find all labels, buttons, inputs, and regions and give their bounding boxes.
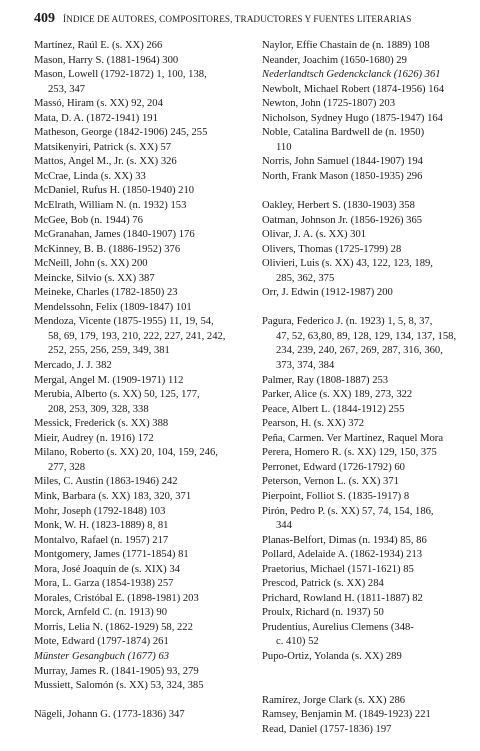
index-entry-text: Matsikenyiri, Patrick (s. XX) 57 bbox=[34, 141, 172, 153]
index-entry-continuation: 252, 255, 256, 259, 349, 381 bbox=[48, 345, 170, 357]
index-entry bbox=[262, 228, 474, 243]
index-entry-text: Münster Gesangbuch (1677) 63 bbox=[34, 650, 170, 662]
index-entry bbox=[262, 606, 474, 621]
index-entry bbox=[34, 708, 256, 723]
index-entry-text: Neander, Joachim (1650-1680) 29 bbox=[262, 54, 407, 66]
index-entry bbox=[262, 243, 474, 258]
index-entry bbox=[34, 214, 256, 229]
index-entry-text: North, Frank Mason (1850-1935) 296 bbox=[262, 170, 423, 182]
index-entry-text: Morales, Cristóbal E. (1898-1981) 203 bbox=[34, 592, 199, 604]
index-entry-text: Mattos, Angel M., Jr. (s. XX) 326 bbox=[34, 156, 177, 168]
index-entry-text: Murray, James R. (1841-1905) 93, 279 bbox=[34, 665, 199, 677]
index-entry bbox=[34, 621, 256, 636]
index-entry bbox=[34, 446, 256, 475]
index-entry bbox=[262, 505, 474, 534]
index-entry-text: Martínez, Raúl E. (s. XX) 266 bbox=[34, 40, 163, 51]
index-entry bbox=[262, 97, 474, 112]
index-entry bbox=[34, 286, 256, 301]
index-entry-text: Prudentius, Aurelius Clemens (348- bbox=[262, 621, 414, 633]
index-entry bbox=[262, 723, 474, 738]
index-column-left bbox=[34, 39, 256, 723]
index-entry bbox=[34, 199, 256, 214]
index-entry bbox=[262, 446, 474, 461]
index-entry-continuation: 373, 374, 384 bbox=[276, 360, 335, 372]
index-entry bbox=[34, 548, 256, 563]
index-entry bbox=[262, 417, 474, 432]
index-letter-gap bbox=[34, 694, 256, 709]
index-entry-text: Peace, Albert L. (1844-1912) 255 bbox=[262, 403, 405, 415]
index-entry-text: Read, Daniel (1757-1836) 197 bbox=[262, 723, 392, 735]
index-entry bbox=[34, 170, 256, 185]
index-letter-gap bbox=[262, 679, 474, 694]
index-entry-text: McGranahan, James (1840-1907) 176 bbox=[34, 229, 195, 241]
index-entry bbox=[34, 272, 256, 287]
index-entry-text: McGee, Bob (n. 1944) 76 bbox=[34, 214, 143, 226]
index-entry bbox=[34, 650, 256, 665]
index-entry-text: Ramírez, Jorge Clark (s. XX) 286 bbox=[262, 694, 406, 706]
index-entry-continuation: 285, 362, 375 bbox=[276, 272, 335, 284]
index-entry-text: Mason, Lowell (1792-1872) 1, 100, 138, bbox=[34, 69, 207, 81]
index-entry bbox=[34, 417, 256, 432]
index-entry bbox=[34, 374, 256, 389]
index-entry-text: Prichard, Rowland H. (1811-1887) 82 bbox=[262, 592, 423, 604]
index-entry-text: Mussiett, Salomón (s. XX) 53, 324, 385 bbox=[34, 680, 204, 692]
index-entry bbox=[262, 708, 474, 723]
index-entry bbox=[34, 257, 256, 272]
index-entry bbox=[34, 534, 256, 549]
index-entry-text: Parker, Alice (s. XX) 189, 273, 322 bbox=[262, 389, 413, 401]
index-entry bbox=[262, 112, 474, 127]
index-entry bbox=[34, 505, 256, 520]
index-entry-text: Mendelssohn, Felix (1809-1847) 101 bbox=[34, 301, 192, 313]
index-entry-text: Mote, Edward (1797-1874) 261 bbox=[34, 636, 169, 648]
index-entry-text: Mink, Barbara (s. XX) 183, 320, 371 bbox=[34, 490, 192, 502]
index-entry bbox=[262, 490, 474, 505]
index-entry-text: Milano, Roberto (s. XX) 20, 104, 159, 246, bbox=[34, 447, 218, 459]
index-entry-text: Pierpoint, Folliot S. (1835-1917) 8 bbox=[262, 490, 410, 502]
index-entry-text: Ramsey, Benjamin M. (1849-1923) 221 bbox=[262, 709, 431, 721]
index-entry bbox=[262, 475, 474, 490]
index-entry-text: Messick, Frederick (s. XX) 388 bbox=[34, 418, 169, 430]
index-entry bbox=[262, 199, 474, 214]
index-entry-text: Montgomery, James (1771-1854) 81 bbox=[34, 549, 189, 561]
index-entry bbox=[262, 68, 474, 83]
index-entry-continuation: 344 bbox=[276, 520, 292, 532]
index-entry-text: Oatman, Johnson Jr. (1856-1926) 365 bbox=[262, 214, 423, 226]
index-entry bbox=[262, 534, 474, 549]
index-entry bbox=[34, 243, 256, 258]
index-entry-text: Morris, Lelia N. (1862-1929) 58, 222 bbox=[34, 621, 193, 633]
index-entry bbox=[34, 577, 256, 592]
index-entry bbox=[34, 432, 256, 447]
index-entry-text: Morck, Arnfeld C. (n. 1913) 90 bbox=[34, 607, 167, 619]
index-letter-gap bbox=[262, 665, 474, 680]
index-entry-text: McCrae, Linda (s. XX) 33 bbox=[34, 170, 146, 182]
index-entry bbox=[34, 301, 256, 316]
index-entry bbox=[34, 519, 256, 534]
index-entry bbox=[262, 155, 474, 170]
index-entry-text: Newbolt, Michael Robert (1874-1956) 164 bbox=[262, 83, 445, 95]
index-entry bbox=[262, 548, 474, 563]
index-entry-continuation: 234, 239, 240, 267, 269, 287, 316, 360, bbox=[276, 345, 443, 357]
index-entry bbox=[34, 388, 256, 417]
index-entry bbox=[34, 563, 256, 578]
index-entry bbox=[262, 214, 474, 229]
index-entry-text: Olivers, Thomas (1725-1799) 28 bbox=[262, 243, 402, 255]
index-entry-text: Planas-Belfort, Dimas (n. 1934) 85, 86 bbox=[262, 534, 427, 546]
index-entry bbox=[262, 374, 474, 389]
index-entry bbox=[262, 315, 474, 373]
index-entry-text: Pupo-Ortiz, Yolanda (s. XX) 289 bbox=[262, 650, 402, 662]
index-entry-text: Pollard, Adelaide A. (1862-1934) 213 bbox=[262, 549, 423, 561]
index-entry bbox=[262, 83, 474, 98]
index-entry-continuation: 253, 347 bbox=[48, 83, 86, 95]
index-entry-continuation: 58, 69, 179, 193, 210, 222, 227, 241, 242, bbox=[48, 330, 226, 342]
index-entry-text: Olivieri, Luis (s. XX) 43, 122, 123, 189, bbox=[262, 258, 433, 270]
index-entry bbox=[34, 592, 256, 607]
index-entry-text: Nicholson, Sydney Hugo (1875-1947) 164 bbox=[262, 112, 443, 124]
index-entry bbox=[262, 39, 474, 54]
index-entry-text: Mendoza, Vicente (1875-1955) 11, 19, 54, bbox=[34, 316, 214, 328]
index-letter-gap bbox=[262, 184, 474, 199]
index-entry-text: Matheson, George (1842-1906) 245, 255 bbox=[34, 127, 208, 139]
index-entry-text: Norris, John Samuel (1844-1907) 194 bbox=[262, 156, 423, 168]
index-entry-text: Miles, C. Austin (1863-1946) 242 bbox=[34, 476, 178, 488]
index-entry bbox=[34, 97, 256, 112]
index-entry-text: Meineke, Charles (1782-1850) 23 bbox=[34, 287, 178, 299]
index-entry-text: Mora, L. Garza (1854-1938) 257 bbox=[34, 578, 174, 590]
index-entry bbox=[34, 155, 256, 170]
page-number: 409 bbox=[34, 11, 55, 26]
index-entry-continuation: c. 410) 52 bbox=[276, 636, 319, 648]
index-entry bbox=[34, 665, 256, 680]
index-entry-text: McNeill, John (s. XX) 200 bbox=[34, 258, 148, 270]
index-entry bbox=[262, 286, 474, 301]
index-entry bbox=[34, 490, 256, 505]
index-entry bbox=[262, 592, 474, 607]
index-entry-text: Oakley, Herbert S. (1830-1903) 358 bbox=[262, 200, 415, 212]
index-entry-text: Massó, Hiram (s. XX) 92, 204 bbox=[34, 98, 163, 110]
index-entry bbox=[34, 359, 256, 374]
index-entry-text: Praetorius, Michael (1571-1621) 85 bbox=[262, 563, 414, 575]
index-entry bbox=[34, 141, 256, 156]
index-entry bbox=[262, 461, 474, 476]
index-entry bbox=[262, 170, 474, 185]
index-entry bbox=[262, 126, 474, 155]
index-entry-continuation: 208, 253, 309, 328, 338 bbox=[48, 403, 149, 415]
index-entry-text: Newton, John (1725-1807) 203 bbox=[262, 98, 395, 110]
index-entry-continuation: 110 bbox=[276, 141, 292, 153]
running-header bbox=[34, 10, 470, 27]
index-entry-text: Pagura, Federico J. (n. 1923) 1, 5, 8, 37, bbox=[262, 316, 433, 328]
index-entry bbox=[34, 228, 256, 243]
index-entry bbox=[262, 563, 474, 578]
index-entry bbox=[262, 257, 474, 286]
index-entry-text: McElrath, William N. (n. 1932) 153 bbox=[34, 200, 187, 212]
index-entry-text: Olivar, J. A. (s. XX) 301 bbox=[262, 229, 367, 241]
index-entry-text: Prescod, Patrick (s. XX) 284 bbox=[262, 578, 384, 590]
index-entry-text: Perronet, Edward (1726-1792) 60 bbox=[262, 461, 405, 473]
index-entry-text: McKinney, B. B. (1886-1952) 376 bbox=[34, 243, 181, 255]
index-entry-text: Peña, Carmen. Ver Martínez, Raquel Mora bbox=[262, 432, 444, 444]
index-entry-text: Mercado, J. J. 382 bbox=[34, 360, 112, 372]
index-entry-text: Merubia, Alberto (s. XX) 50, 125, 177, bbox=[34, 389, 200, 401]
index-entry bbox=[262, 650, 474, 665]
index-entry bbox=[34, 112, 256, 127]
index-entry-text: Mohr, Joseph (1792-1848) 103 bbox=[34, 505, 166, 517]
index-entry bbox=[262, 432, 474, 447]
index-entry bbox=[34, 315, 256, 359]
index-letter-gap bbox=[262, 301, 474, 316]
index-entry-text: Nederlandtsch Gedenckclanck (1626) 361 bbox=[262, 69, 441, 81]
header-title: ÍNDICE DE AUTORES, COMPOSITORES, TRADUCTORES Y FUENTES LITERARIAS bbox=[63, 14, 412, 24]
index-entry bbox=[34, 126, 256, 141]
index-entry-continuation: 277, 328 bbox=[48, 461, 86, 473]
index-entry-text: Mason, Harry S. (1881-1964) 300 bbox=[34, 54, 179, 66]
index-entry-text: Mieir, Audrey (n. 1916) 172 bbox=[34, 432, 154, 444]
index-entry bbox=[262, 403, 474, 418]
index-entry bbox=[34, 184, 256, 199]
index-entry-text: Nägeli, Johann G. (1773-1836) 347 bbox=[34, 709, 185, 721]
index-entry-text: Mora, José Joaquín de (s. XIX) 34 bbox=[34, 563, 180, 575]
index-entry-text: Orr, J. Edwin (1912-1987) 200 bbox=[262, 287, 393, 299]
index-entry-text: Proulx, Richard (n. 1937) 50 bbox=[262, 607, 384, 619]
index-column-right bbox=[262, 39, 474, 737]
index-entry-text: Meincke, Silvio (s. XX) 387 bbox=[34, 272, 155, 284]
index-entry bbox=[262, 577, 474, 592]
index-entry bbox=[262, 694, 474, 709]
index-entry-text: Naylor, Effie Chastain de (n. 1889) 108 bbox=[262, 40, 430, 51]
index-entry-text: Mata, D. A. (1872-1941) 191 bbox=[34, 112, 158, 124]
index-entry-text: Pearson, H. (s. XX) 372 bbox=[262, 418, 365, 430]
index-entry-text: Mergal, Angel M. (1909-1971) 112 bbox=[34, 374, 184, 386]
index-entry bbox=[34, 635, 256, 650]
index-entry-text: Palmer, Ray (1808-1887) 253 bbox=[262, 374, 389, 386]
index-entry bbox=[34, 606, 256, 621]
index-entry bbox=[34, 54, 256, 69]
index-entry bbox=[34, 475, 256, 490]
index-entry-text: Peterson, Vernon L. (s. XX) 371 bbox=[262, 476, 399, 488]
index-entry-text: Monk, W. H. (1823-1889) 8, 81 bbox=[34, 520, 169, 532]
index-entry-text: Montalvo, Rafael (n. 1957) 217 bbox=[34, 534, 169, 546]
index-entry-text: Pirón, Pedro P. (s. XX) 57, 74, 154, 186, bbox=[262, 505, 434, 517]
index-entry-text: Perera, Homero R. (s. XX) 129, 150, 375 bbox=[262, 447, 437, 459]
index-entry bbox=[34, 39, 256, 54]
index-entry-continuation: 47, 52, 63,80, 89, 128, 129, 134, 137, 158, bbox=[276, 330, 457, 342]
index-entry bbox=[34, 679, 256, 694]
index-entry bbox=[262, 388, 474, 403]
index-entry-text: McDaniel, Rufus H. (1850-1940) 210 bbox=[34, 185, 195, 197]
index-entry bbox=[34, 68, 256, 97]
index-entry bbox=[262, 621, 474, 650]
index-entry bbox=[262, 54, 474, 69]
index-entry-text: Noble, Catalina Bardwell de (n. 1950) bbox=[262, 127, 425, 139]
